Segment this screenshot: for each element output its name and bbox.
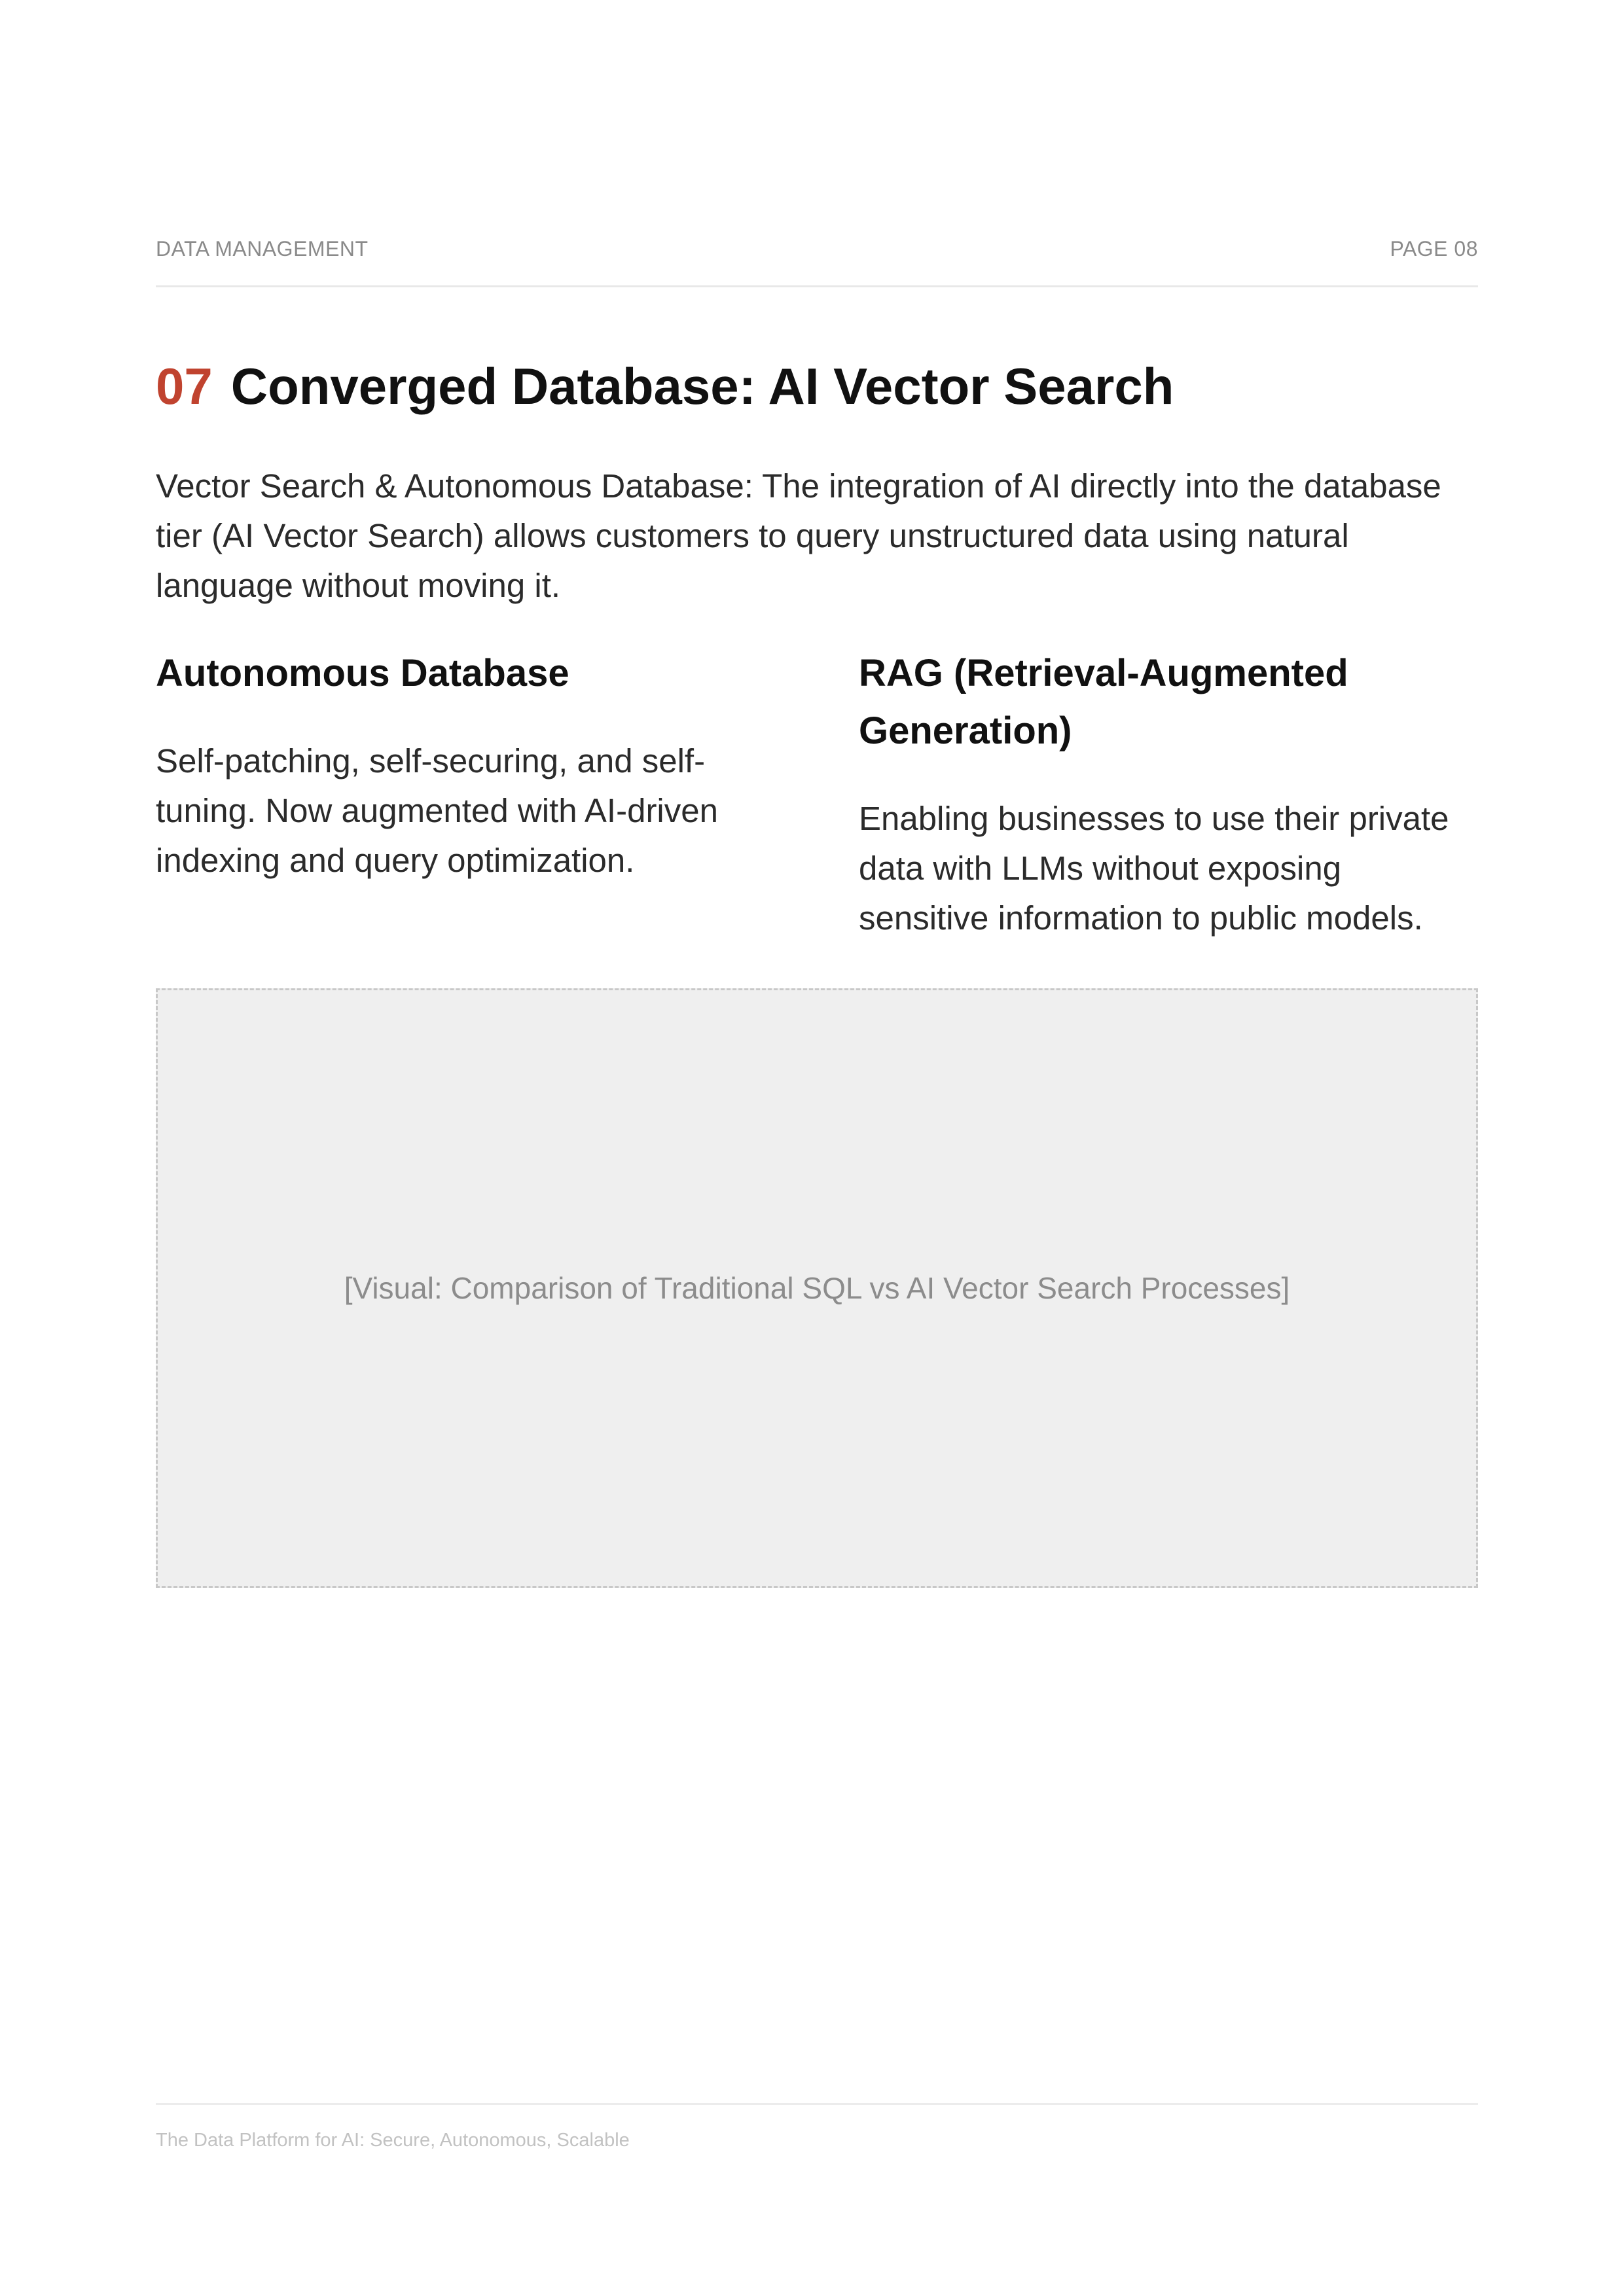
- column-rag: [859, 645, 1478, 943]
- intro-paragraph: Vector Search & Autonomous Database: The integration of AI directly into the database tier (AI Vector Search) allows customers to query unstructured data using natural language without moving it.: [156, 467, 1441, 604]
- section-title: [156, 353, 1478, 419]
- header-section-label: DATA MANAGEMENT: [156, 237, 369, 260]
- document-page: [156, 0, 1478, 2296]
- header-page-number: PAGE 08: [1390, 237, 1478, 260]
- visual-placeholder: [156, 988, 1478, 1588]
- section-number: 07: [156, 357, 213, 415]
- column-body: Self-patching, self-securing, and self-tuning. Now augmented with AI-driven indexing and query optimization.: [156, 742, 718, 879]
- column-heading: Autonomous Database: [156, 652, 569, 694]
- column-heading: RAG (Retrieval-Augmented Generation): [859, 652, 1348, 752]
- column-body: Enabling businesses to use their private data with LLMs without exposing sensitive information to public models.: [859, 800, 1449, 937]
- section-title-text: Converged Database: AI Vector Search: [230, 357, 1174, 415]
- visual-caption: [Visual: Comparison of Traditional SQL vs AI Vector Search Processes]: [344, 1271, 1290, 1305]
- column-autonomous-database: [156, 645, 784, 886]
- footer-document-title: The Data Platform for AI: Secure, Autonomous, Scalable: [156, 2130, 630, 2151]
- running-header: [156, 236, 1478, 287]
- running-footer: [156, 2103, 1478, 2151]
